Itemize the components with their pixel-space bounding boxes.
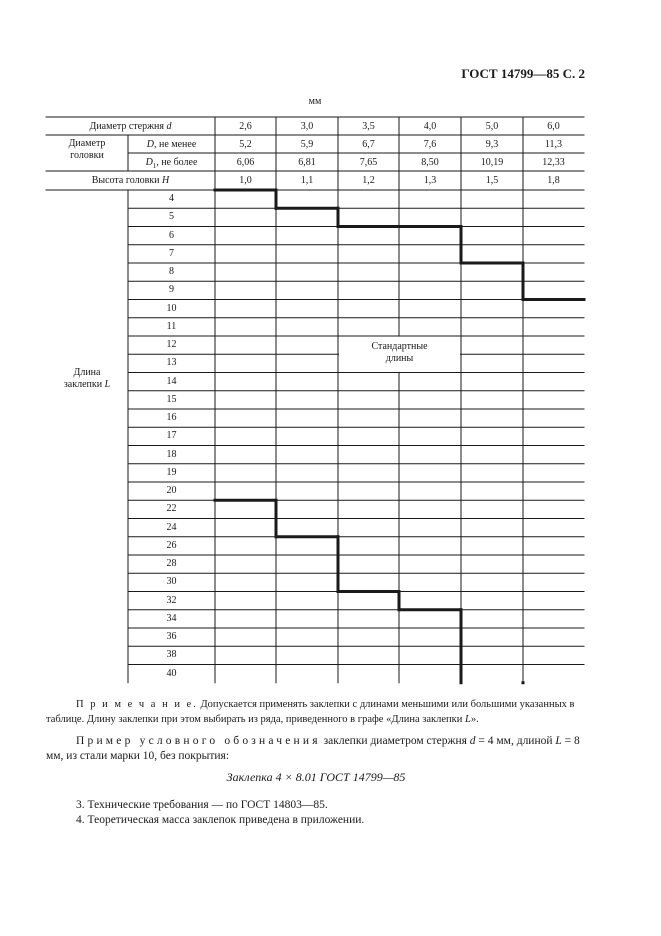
- rivet-length-value: 12: [166, 339, 177, 350]
- rivet-length-value: 20: [166, 485, 177, 496]
- note-lead: П р и м е ч а н и е.: [76, 699, 198, 710]
- table-note: [46, 697, 586, 727]
- head-height-value: 1,5: [485, 175, 499, 186]
- designation-code: Заклепка 4 × 8.01 ГОСТ 14799—85: [226, 770, 406, 784]
- rivet-length-label: заклепки L: [63, 378, 111, 390]
- rivet-length-value: 16: [166, 412, 177, 423]
- head-d-min-value: 7,6: [423, 139, 437, 150]
- head-d-min-value: 5,9: [300, 139, 314, 150]
- head-height-value: 1,1: [300, 175, 314, 186]
- rivet-length-value: 11: [166, 320, 177, 332]
- stem-diameter-value: 6,0: [547, 121, 560, 132]
- requirement-3: 3. Технические требования — по ГОСТ 14803—85.: [76, 799, 328, 811]
- standard-lengths-label: Стандартные: [371, 341, 428, 352]
- head-d1-max-value: 10,19: [480, 157, 504, 168]
- rivet-length-value: 15: [166, 393, 177, 405]
- note-var: L: [465, 714, 471, 725]
- rivet-length-value: 13: [166, 357, 177, 369]
- stem-diameter-value: 2,6: [239, 121, 252, 132]
- rivet-length-value: 38: [166, 649, 177, 661]
- rivet-length-value: 34: [166, 612, 177, 624]
- rivet-length-label: Длина: [73, 366, 101, 378]
- stem-diameter-value: 3,5: [362, 121, 375, 132]
- rivet-length-value: 8: [169, 266, 174, 277]
- rivet-length-value: 36: [166, 631, 177, 642]
- head-diameter-label: Диаметр: [68, 138, 106, 149]
- stem-diameter-value: 5,0: [485, 121, 499, 132]
- head-diameter-label: головки: [70, 150, 104, 161]
- head-d-min-value: 9,3: [485, 139, 499, 150]
- rivet-length-value: 4: [169, 193, 174, 204]
- rivet-length-value: 10: [166, 302, 177, 314]
- head-d1-max-label: $D_1$, не более: [145, 157, 198, 170]
- rivet-length-value: 7: [169, 247, 174, 259]
- head-height-value: 1,2: [362, 175, 375, 186]
- head-d1-max-value: 6,81: [298, 157, 316, 168]
- rivet-length-value: 19: [166, 466, 177, 478]
- head-d-min-value: 6,7: [362, 139, 375, 150]
- head-d-min-value: 5,2: [239, 139, 252, 150]
- designation-example: [46, 734, 586, 764]
- example-text-1: заклепки диаметром стержня: [320, 735, 470, 747]
- example-text-2: = 4 мм, длиной: [475, 735, 556, 747]
- head-height-value: 1,3: [423, 175, 437, 186]
- rivet-length-value: 24: [166, 521, 177, 533]
- rivet-length-value: 30: [166, 576, 177, 588]
- stem-diameter-value: 4,0: [423, 121, 437, 132]
- rivet-length-value: 18: [166, 448, 177, 460]
- requirement-4: 4. Теоретическая масса заклепок приведена в приложении.: [76, 814, 365, 826]
- head-d1-max-value: 6,06: [236, 157, 255, 168]
- rivet-length-value: 6: [169, 229, 174, 241]
- head-d1-max-value: 8,50: [421, 157, 439, 168]
- note-tail: ».: [470, 714, 479, 725]
- head-d1-max-value: 12,33: [542, 157, 565, 168]
- rivet-length-value: 22: [166, 503, 177, 515]
- standard-lengths-label: длины: [385, 353, 414, 364]
- example-var-d: d: [469, 735, 476, 747]
- head-height-value: 1,0: [239, 175, 252, 186]
- head-d-min-label: D, не менее: [146, 139, 197, 150]
- head-d-min-value: 11,3: [544, 139, 563, 150]
- example-var-l: L: [555, 735, 562, 747]
- stem-diameter-label: Диаметр стержня d: [89, 121, 172, 132]
- stem-diameter-value: 3,0: [300, 121, 314, 132]
- note-text: Допускается применять заклепки с длинами меньшими или большими указанных в таблице. Длину заклепки при этом выбирать из ряда, приведенного в графе «Длина заклепки: [46, 699, 575, 725]
- rivet-length-value: 9: [169, 284, 174, 296]
- rivet-length-value: 5: [169, 211, 174, 223]
- example-lead: Пример условного обозначения: [76, 735, 321, 747]
- head-height-label: Высота головки H: [91, 175, 170, 186]
- rivet-length-value: 17: [166, 430, 177, 442]
- head-height-value: 1,8: [547, 175, 560, 186]
- head-d1-max-value: 7,65: [359, 157, 378, 168]
- units-label: мм: [308, 96, 322, 107]
- rivet-length-value: 14: [166, 375, 177, 387]
- rivet-length-value: 26: [166, 539, 177, 551]
- rivet-length-value: 28: [166, 558, 177, 569]
- example-text-3: = 8 мм, из стали марки 10, без покрытия:: [46, 735, 580, 762]
- rivet-length-value: 40: [166, 667, 177, 679]
- rivet-length-value: 32: [166, 594, 177, 606]
- page-header-title: ГОСТ 14799—85 С. 2: [461, 66, 585, 81]
